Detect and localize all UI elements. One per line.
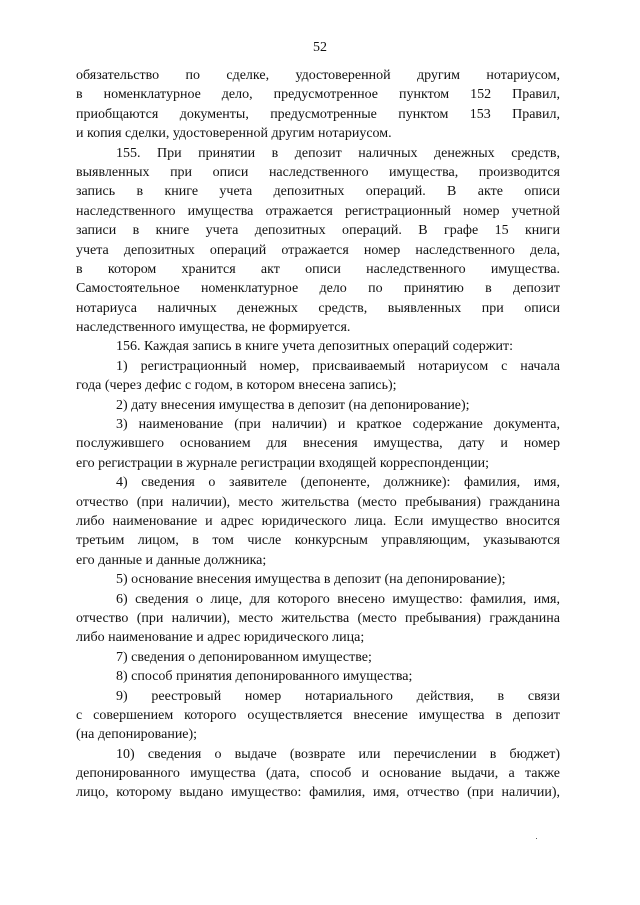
text-line: в номенклатурное дело, предусмотренное пунктом 152 Правил,: [76, 87, 560, 103]
text-line: Самостоятельное номенклатурное дело по принятию в депозит: [76, 281, 560, 297]
text-line: записи в книге учета депозитных операций. В графе 15 книги: [76, 223, 560, 239]
text-line: выявленных при описи наследственного имущества, производится: [76, 164, 560, 180]
text-line: обязательство по сделке, удостоверенной другим нотариусом,: [76, 68, 560, 83]
document-body: [76, 66, 560, 803]
text-line: отчество (при наличии), место жительства (место пребывания) гражданина: [76, 494, 560, 510]
scan-speck: [536, 838, 537, 839]
text-line: третьим лицом, в том числе конкурсным управляющим, указываются: [76, 533, 560, 549]
text-line: депонированного имущества (дата, способ и основание выдачи, а также: [76, 766, 560, 782]
text-line: запись в книге учета депозитных операций. В акте описи: [76, 184, 560, 200]
text-line: 155. При принятии в депозит наличных денежных средств,: [116, 145, 560, 161]
text-line: отчество (при наличии), место жительства (место пребывания) гражданина: [76, 610, 560, 626]
text-line: его регистрации в журнале регистрации входящей корреспонденции;: [76, 455, 489, 471]
text-line: послужившего основанием для внесения имущества, дату и номер: [76, 436, 560, 452]
text-line: 1) регистрационный номер, присваиваемый нотариусом с начала: [116, 358, 560, 374]
text-line: 7) сведения о депонированном имуществе;: [116, 649, 372, 665]
text-line: с совершением которого осуществляется внесение имущества в депозит: [76, 707, 560, 723]
page-number: 52: [313, 40, 327, 55]
text-line: лицо, которому выдано имущество: фамилия, имя, отчество (при наличии),: [76, 785, 560, 801]
text-line: в котором хранится акт описи наследственного имущества.: [76, 261, 560, 277]
text-line: 4) сведения о заявителе (депоненте, должнике): фамилия, имя,: [116, 475, 560, 491]
text-line: наследственного имущества отражается регистрационный номер учетной: [76, 203, 560, 219]
text-line: 10) сведения о выдаче (возврате или перечислении в бюджет): [116, 746, 560, 762]
text-line: года (через дефис с годом, в котором внесена запись);: [76, 378, 397, 394]
text-line: (на депонирование);: [76, 727, 198, 743]
text-line: либо наименование и адрес юридического лица. Если имущество вносится: [76, 513, 560, 529]
text-line: 9) реестровый номер нотариального действия, в связи: [116, 688, 560, 704]
text-line: 3) наименование (при наличии) и краткое содержание документа,: [116, 417, 560, 433]
text-line: 156. Каждая запись в книге учета депозитных операций содержит:: [116, 339, 513, 355]
text-line: учета депозитных операций отражается номер наследственного дела,: [76, 242, 560, 258]
text-line: 2) дату внесения имущества в депозит (на депонирование);: [116, 397, 470, 413]
text-line: наследственного имущества, не формируется.: [76, 320, 351, 336]
text-line: либо наименование и адрес юридического лица;: [76, 630, 365, 646]
text-line: его данные и данные должника;: [76, 552, 267, 568]
text-line: 8) способ принятия депонированного имущества;: [116, 669, 413, 685]
text-line: 6) сведения о лице, для которого внесено имущество: фамилия, имя,: [116, 591, 560, 607]
text-line: и копия сделки, удостоверенной другим нотариусом.: [76, 126, 392, 142]
text-line: приобщаются документы, предусмотренные пунктом 153 Правил,: [76, 106, 560, 122]
text-line: 5) основание внесения имущества в депозит (на депонирование);: [116, 572, 506, 588]
text-line: нотариуса наличных денежных средств, выявленных при описи: [76, 300, 560, 316]
